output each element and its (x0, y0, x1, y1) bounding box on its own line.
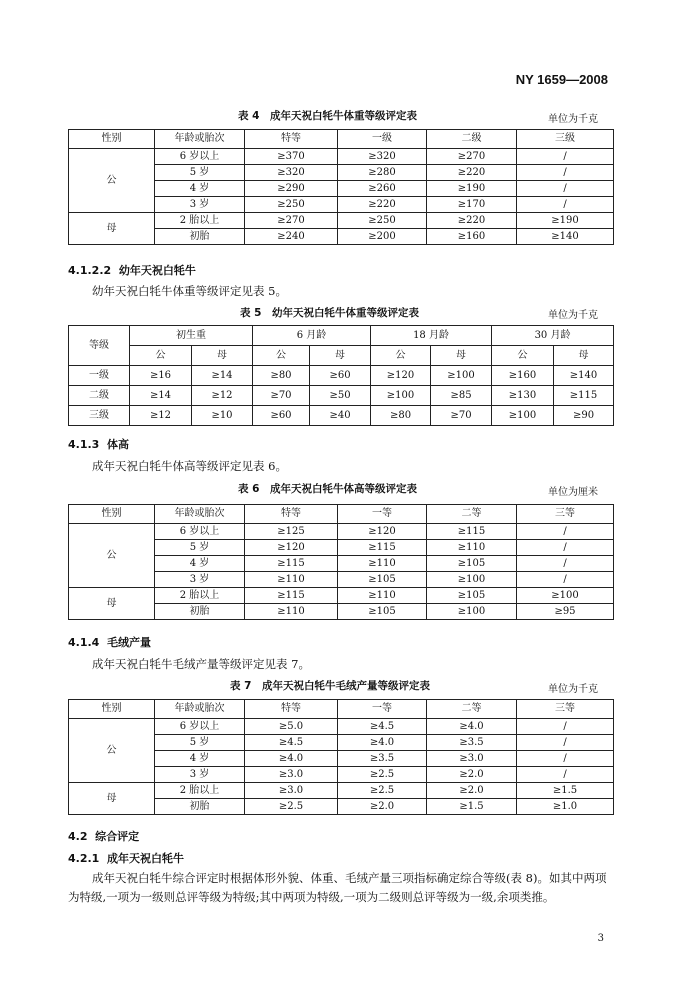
age-cell: 初胎 (155, 604, 245, 620)
section-title: 综合评定 (95, 830, 140, 843)
sex-header: 公 (492, 346, 554, 366)
table-row (69, 366, 614, 386)
age-cell: 2 胎以上 (155, 213, 245, 229)
section-4-1-3-heading (68, 436, 129, 452)
column-header: 二级 (427, 130, 517, 149)
column-header: 特等 (245, 130, 338, 149)
value-cell: ≥80 (371, 406, 431, 426)
value-cell: ≥4.0 (427, 719, 517, 735)
column-header: 三等 (517, 700, 614, 719)
value-cell: ≥90 (554, 406, 614, 426)
period-header: 初生重 (130, 326, 253, 346)
column-header: 年龄或胎次 (155, 505, 245, 524)
value-cell: ≥100 (517, 588, 614, 604)
value-cell: ≥160 (427, 229, 517, 245)
value-cell: ≥1.5 (517, 783, 614, 799)
value-cell: ≥110 (338, 556, 427, 572)
value-cell: ≥140 (554, 366, 614, 386)
value-cell: ≥1.5 (427, 799, 517, 815)
value-cell: ≥1.0 (517, 799, 614, 815)
value-cell: ≥2.5 (338, 783, 427, 799)
column-header: 性别 (69, 130, 155, 149)
value-cell: / (517, 572, 614, 588)
value-cell: ≥40 (310, 406, 371, 426)
value-cell: ≥2.5 (338, 767, 427, 783)
table6 (68, 504, 614, 620)
value-cell: ≥14 (192, 366, 253, 386)
value-cell: / (517, 197, 614, 213)
column-header: 年龄或胎次 (155, 130, 245, 149)
table-row (69, 406, 614, 426)
table7-caption: 表 7 成年天祝白牦牛毛绒产量等级评定表 (230, 680, 430, 692)
value-cell: ≥220 (427, 165, 517, 181)
value-cell: ≥115 (245, 556, 338, 572)
column-header: 一等 (338, 700, 427, 719)
value-cell: ≥2.0 (338, 799, 427, 815)
section-4-2-1-text: 成年天祝白牦牛综合评定时根据体形外貌、体重、毛绒产量三项指标确定综合等级(表 8)。如其中两项为特级,一项为一级则总评等级为特级;其中两项为特级,一项为二级则总评等级为一级,余项类推。 (68, 871, 607, 904)
section-number: 4.1.3 (68, 438, 100, 451)
table-row (69, 588, 614, 604)
sex-cell: 母 (69, 783, 155, 815)
table-header-row (69, 346, 614, 366)
value-cell: ≥190 (517, 213, 614, 229)
column-header: 一等 (338, 505, 427, 524)
age-cell: 4 岁 (155, 751, 245, 767)
column-header: 特等 (245, 700, 338, 719)
value-cell: ≥85 (431, 386, 492, 406)
age-cell: 3 岁 (155, 572, 245, 588)
age-cell: 3 岁 (155, 767, 245, 783)
sex-header: 母 (192, 346, 253, 366)
value-cell: ≥125 (245, 524, 338, 540)
section-title: 毛绒产量 (107, 636, 151, 649)
table-header-row (69, 130, 614, 149)
value-cell: ≥60 (310, 366, 371, 386)
value-cell: ≥100 (427, 572, 517, 588)
table6-caption: 表 6 成年天祝白牦牛体高等级评定表 (238, 483, 417, 495)
value-cell: ≥260 (338, 181, 427, 197)
age-cell: 6 岁以上 (155, 524, 245, 540)
value-cell: ≥115 (338, 540, 427, 556)
table-header-row (69, 505, 614, 524)
sex-cell: 公 (69, 719, 155, 783)
value-cell: ≥105 (427, 556, 517, 572)
grade-cell: 三级 (69, 406, 130, 426)
value-cell: ≥70 (253, 386, 310, 406)
table-row (69, 149, 614, 165)
value-cell: ≥290 (245, 181, 338, 197)
table-row (69, 213, 614, 229)
sex-header: 母 (554, 346, 614, 366)
section-title: 幼年天祝白牦牛 (118, 264, 196, 277)
value-cell: ≥280 (338, 165, 427, 181)
value-cell: / (517, 149, 614, 165)
value-cell: ≥70 (431, 406, 492, 426)
sex-header: 公 (371, 346, 431, 366)
column-header: 二等 (427, 700, 517, 719)
table5-unit: 单位为千克 (548, 310, 598, 321)
age-cell: 初胎 (155, 229, 245, 245)
table-row (69, 783, 614, 799)
value-cell: ≥2.0 (427, 783, 517, 799)
value-cell: ≥160 (492, 366, 554, 386)
value-cell: ≥3.0 (245, 783, 338, 799)
column-header: 特等 (245, 505, 338, 524)
column-header: 三级 (517, 130, 614, 149)
age-cell: 4 岁 (155, 181, 245, 197)
table-row (69, 386, 614, 406)
table7-unit: 单位为千克 (548, 684, 598, 695)
value-cell: / (517, 767, 614, 783)
value-cell: ≥320 (245, 165, 338, 181)
value-cell: ≥220 (427, 213, 517, 229)
value-cell: ≥170 (427, 197, 517, 213)
value-cell: ≥130 (492, 386, 554, 406)
value-cell: ≥5.0 (245, 719, 338, 735)
section-title: 成年天祝白牦牛 (107, 852, 184, 865)
age-cell: 5 岁 (155, 735, 245, 751)
table-header-row (69, 700, 614, 719)
value-cell: ≥200 (338, 229, 427, 245)
value-cell: / (517, 735, 614, 751)
section-number: 4.1.4 (68, 636, 100, 649)
table5-caption: 表 5 幼年天祝白牦牛体重等级评定表 (240, 307, 419, 319)
age-cell: 初胎 (155, 799, 245, 815)
value-cell: / (517, 540, 614, 556)
value-cell: / (517, 181, 614, 197)
period-header: 6 月龄 (253, 326, 371, 346)
grade-cell: 二级 (69, 386, 130, 406)
table4-caption: 表 4 成年天祝白牦牛体重等级评定表 (238, 110, 417, 122)
sex-header: 公 (130, 346, 192, 366)
value-cell: ≥270 (245, 213, 338, 229)
period-header: 18 月龄 (371, 326, 492, 346)
value-cell: ≥115 (245, 588, 338, 604)
value-cell: / (517, 751, 614, 767)
value-cell: ≥4.0 (245, 751, 338, 767)
value-cell: ≥100 (371, 386, 431, 406)
age-cell: 2 胎以上 (155, 588, 245, 604)
column-header: 等级 (69, 326, 130, 366)
age-cell: 6 岁以上 (155, 149, 245, 165)
sex-header: 母 (310, 346, 371, 366)
value-cell: ≥100 (492, 406, 554, 426)
value-cell: ≥115 (554, 386, 614, 406)
value-cell: ≥100 (427, 604, 517, 620)
value-cell: ≥105 (338, 572, 427, 588)
age-cell: 5 岁 (155, 540, 245, 556)
column-header: 一级 (338, 130, 427, 149)
value-cell: ≥4.5 (338, 719, 427, 735)
value-cell: ≥115 (427, 524, 517, 540)
column-header: 性别 (69, 505, 155, 524)
value-cell: ≥95 (517, 604, 614, 620)
age-cell: 6 岁以上 (155, 719, 245, 735)
value-cell: ≥240 (245, 229, 338, 245)
value-cell: ≥12 (130, 406, 192, 426)
value-cell: ≥12 (192, 386, 253, 406)
value-cell: ≥80 (253, 366, 310, 386)
section-4-2-heading (68, 828, 139, 844)
value-cell: ≥320 (338, 149, 427, 165)
value-cell: ≥3.5 (338, 751, 427, 767)
value-cell: / (517, 165, 614, 181)
period-header: 30 月龄 (492, 326, 614, 346)
table5 (68, 325, 614, 426)
value-cell: ≥14 (130, 386, 192, 406)
table4 (68, 129, 614, 245)
value-cell: ≥4.5 (245, 735, 338, 751)
section-4-1-2-2-heading (68, 262, 196, 278)
value-cell: ≥250 (245, 197, 338, 213)
section-title: 体高 (107, 438, 129, 451)
section-4-1-4-heading (68, 634, 151, 650)
value-cell: ≥370 (245, 149, 338, 165)
section-4-2-1-heading (68, 850, 184, 866)
value-cell: ≥110 (338, 588, 427, 604)
age-cell: 3 岁 (155, 197, 245, 213)
value-cell: ≥190 (427, 181, 517, 197)
value-cell: ≥120 (245, 540, 338, 556)
value-cell: / (517, 556, 614, 572)
value-cell: ≥220 (338, 197, 427, 213)
value-cell: ≥120 (371, 366, 431, 386)
value-cell: ≥2.5 (245, 799, 338, 815)
value-cell: ≥250 (338, 213, 427, 229)
sex-cell: 母 (69, 213, 155, 245)
standard-number: NY 1659—2008 (515, 72, 608, 87)
sex-cell: 母 (69, 588, 155, 620)
age-cell: 4 岁 (155, 556, 245, 572)
value-cell: ≥105 (338, 604, 427, 620)
sex-header: 公 (253, 346, 310, 366)
age-cell: 2 胎以上 (155, 783, 245, 799)
section-number: 4.2 (68, 830, 88, 843)
value-cell: ≥3.5 (427, 735, 517, 751)
column-header: 二等 (427, 505, 517, 524)
value-cell: ≥110 (427, 540, 517, 556)
column-header: 三等 (517, 505, 614, 524)
value-cell: ≥10 (192, 406, 253, 426)
value-cell: ≥110 (245, 604, 338, 620)
table-row (69, 719, 614, 735)
value-cell: ≥60 (253, 406, 310, 426)
value-cell: ≥140 (517, 229, 614, 245)
page-number: 3 (597, 933, 604, 944)
value-cell: / (517, 719, 614, 735)
section-number: 4.1.2.2 (68, 264, 112, 277)
section-4-1-2-2-text: 幼年天祝白牦牛体重等级评定见表 5。 (92, 284, 287, 298)
table4-unit: 单位为千克 (548, 114, 598, 125)
grade-cell: 一级 (69, 366, 130, 386)
value-cell: ≥105 (427, 588, 517, 604)
table-header-row (69, 326, 614, 346)
age-cell: 5 岁 (155, 165, 245, 181)
table7 (68, 699, 614, 815)
section-4-1-3-text: 成年天祝白牦牛体高等级评定见表 6。 (92, 459, 287, 473)
value-cell: ≥3.0 (427, 751, 517, 767)
sex-cell: 公 (69, 149, 155, 213)
value-cell: ≥16 (130, 366, 192, 386)
value-cell: ≥50 (310, 386, 371, 406)
value-cell: ≥110 (245, 572, 338, 588)
value-cell: ≥2.0 (427, 767, 517, 783)
table-row (69, 524, 614, 540)
value-cell: ≥100 (431, 366, 492, 386)
value-cell: ≥120 (338, 524, 427, 540)
column-header: 性别 (69, 700, 155, 719)
value-cell: ≥4.0 (338, 735, 427, 751)
value-cell: ≥3.0 (245, 767, 338, 783)
sex-header: 母 (431, 346, 492, 366)
value-cell: ≥270 (427, 149, 517, 165)
value-cell: / (517, 524, 614, 540)
table6-unit: 单位为厘米 (548, 487, 598, 498)
column-header: 年龄或胎次 (155, 700, 245, 719)
section-number: 4.2.1 (68, 852, 100, 865)
section-4-1-4-text: 成年天祝白牦牛毛绒产量等级评定见表 7。 (92, 657, 310, 671)
sex-cell: 公 (69, 524, 155, 588)
